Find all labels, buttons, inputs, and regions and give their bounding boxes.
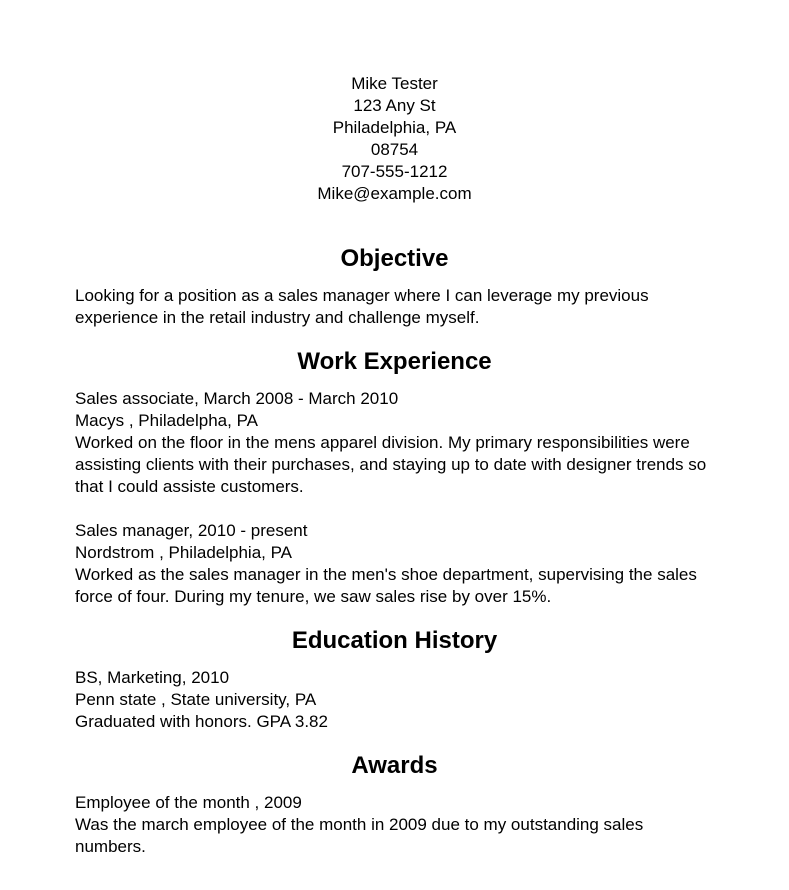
- section-education: [75, 627, 714, 733]
- job-title-dates: Sales associate, March 2008 - March 2010: [75, 389, 399, 408]
- contact-city-state: Philadelphia, PA: [332, 118, 457, 137]
- contact-name: Mike Tester: [351, 74, 438, 93]
- section-awards: [75, 752, 714, 858]
- award-title: Employee of the month , 2009: [75, 793, 302, 812]
- contact-zip: 08754: [370, 140, 419, 159]
- education-degree: BS, Marketing, 2010: [75, 668, 230, 687]
- contact-header: [75, 73, 714, 205]
- contact-street: 123 Any St: [353, 96, 436, 115]
- job-entry-sales-associate: [75, 388, 714, 498]
- objective-text: Looking for a position as a sales manager where I can leverage my previous experience in the retail industry and challenge myself.: [75, 286, 649, 327]
- job-entry-sales-manager: [75, 520, 714, 608]
- education-honors: Graduated with honors. GPA 3.82: [75, 712, 328, 731]
- job-company-location: Nordstrom , Philadelphia, PA: [75, 543, 293, 562]
- job-description: Worked as the sales manager in the men's shoe department, supervising the sales force of four. During my tenure, we saw sales rise by over 15%.: [75, 565, 702, 606]
- education-heading: Education History: [291, 627, 498, 654]
- objective-heading: Objective: [340, 245, 449, 272]
- contact-phone: 707-555-1212: [341, 162, 448, 181]
- education-school-location: Penn state , State university, PA: [75, 690, 317, 709]
- awards-heading: Awards: [351, 752, 438, 779]
- section-work-experience: [75, 348, 714, 608]
- job-title-dates: Sales manager, 2010 - present: [75, 521, 308, 540]
- job-company-location: Macys , Philadelpha, PA: [75, 411, 258, 430]
- work-experience-heading: Work Experience: [297, 348, 492, 375]
- section-objective: [75, 245, 714, 329]
- award-description: Was the march employee of the month in 2009 due to my outstanding sales numbers.: [75, 815, 648, 856]
- job-description: Worked on the floor in the mens apparel division. My primary responsibilities were assisting clients with their purchases, and staying up to date with designer trends so that I could assiste customers.: [75, 433, 711, 496]
- contact-email: Mike@example.com: [317, 184, 472, 203]
